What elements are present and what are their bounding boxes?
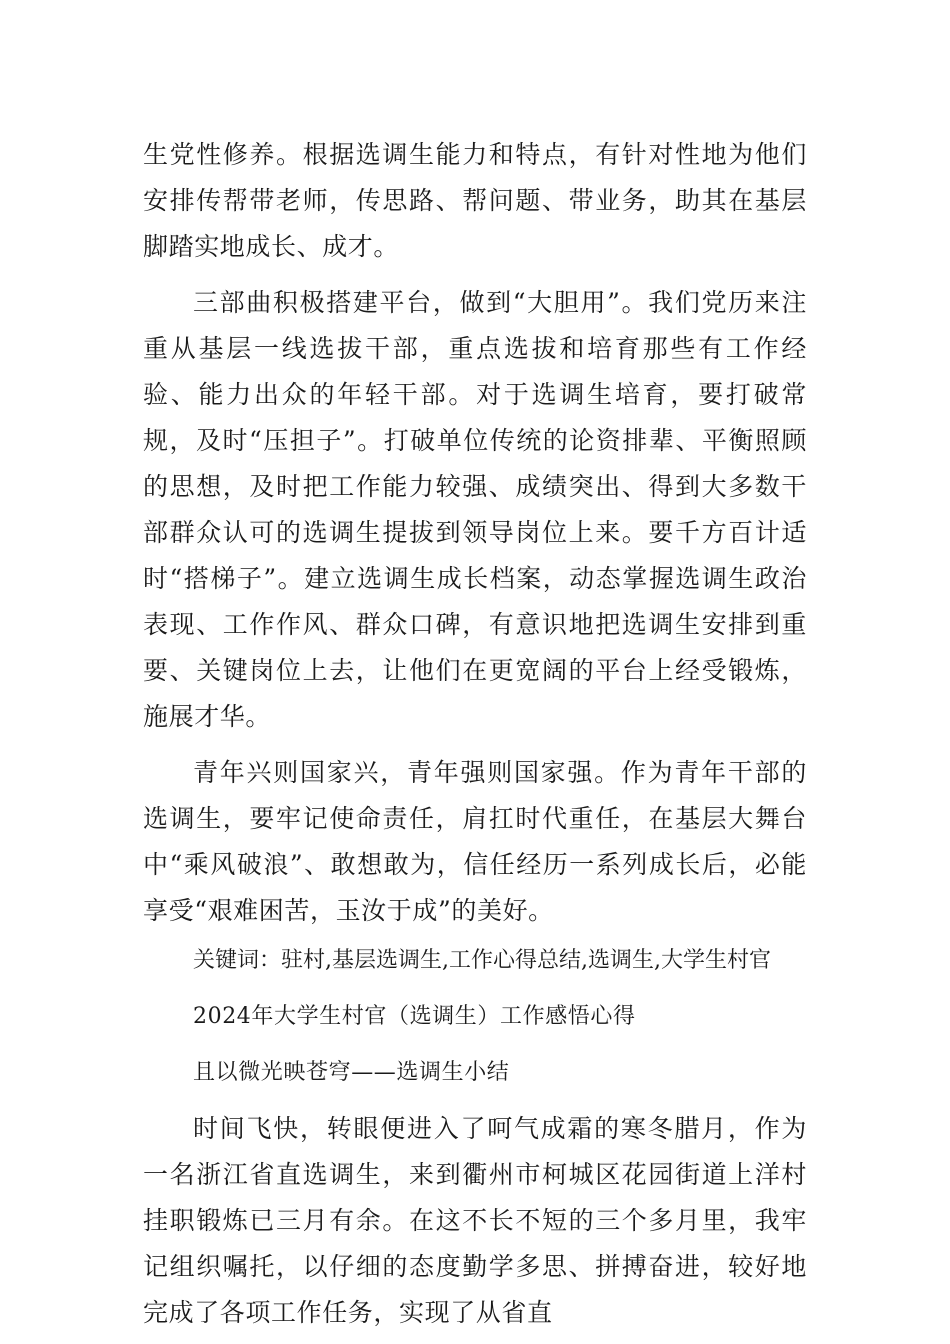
paragraph-continued: 生党性修养。根据选调生能力和特点，有针对性地为他们安排传帮带老师，传思路、帮问题、带业务，助其在基层脚踏实地成长、成才。 bbox=[143, 140, 807, 261]
paragraph-body: 时间飞快，转眼便进入了呵气成霜的寒冬腊月，作为一名浙江省直选调生，来到衢州市柯城区花园街道上洋村挂职锻炼已三月有余。在这不长不短的三个多月里，我牢记组织嘱托，以仔细的态度勤学多思、拼搏奋进，较好地完成了各项工作任务，实现了从省直 bbox=[143, 1114, 807, 1327]
paragraph-platform: 三部曲积极搭建平台，做到“大胆用”。我们党历来注重从基层一线选拔干部，重点选拔和培育那些有工作经验、能力出众的年轻干部。对于选调生培育，要打破常规，及时“压担子”。打破单位传统的论资排辈、平衡照顾的思想，及时把工作能力较强、成绩突出、得到大多数干部群众认可的选调生提拔到领导岗位上来。要千方百计适时“搭梯子”。建立选调生成长档案，动态掌握选调生政治表现、工作作风、群众口碑，有意识地把选调生安排到重要、关键岗位上去，让他们在更宽阔的平台上经受锻炼，施展才华。 bbox=[143, 288, 807, 731]
document-body bbox=[143, 132, 807, 1336]
article-subtitle: 且以微光映苍穹——选调生小结 bbox=[193, 1060, 510, 1085]
article-title: 2024年大学生村官（选调生）工作感悟心得 bbox=[193, 1004, 636, 1029]
paragraph-youth: 青年兴则国家兴，青年强则国家强。作为青年干部的选调生，要牢记使命责任，肩扛时代重任，在基层大舞台中“乘风破浪”、敢想敢为，信任经历一系列成长后，必能享受“艰难困苦，玉汝于成”的美好。 bbox=[143, 758, 807, 925]
keywords-line: 关键词：驻村,基层选调生,工作心得总结,选调生,大学生村官 bbox=[193, 948, 771, 973]
